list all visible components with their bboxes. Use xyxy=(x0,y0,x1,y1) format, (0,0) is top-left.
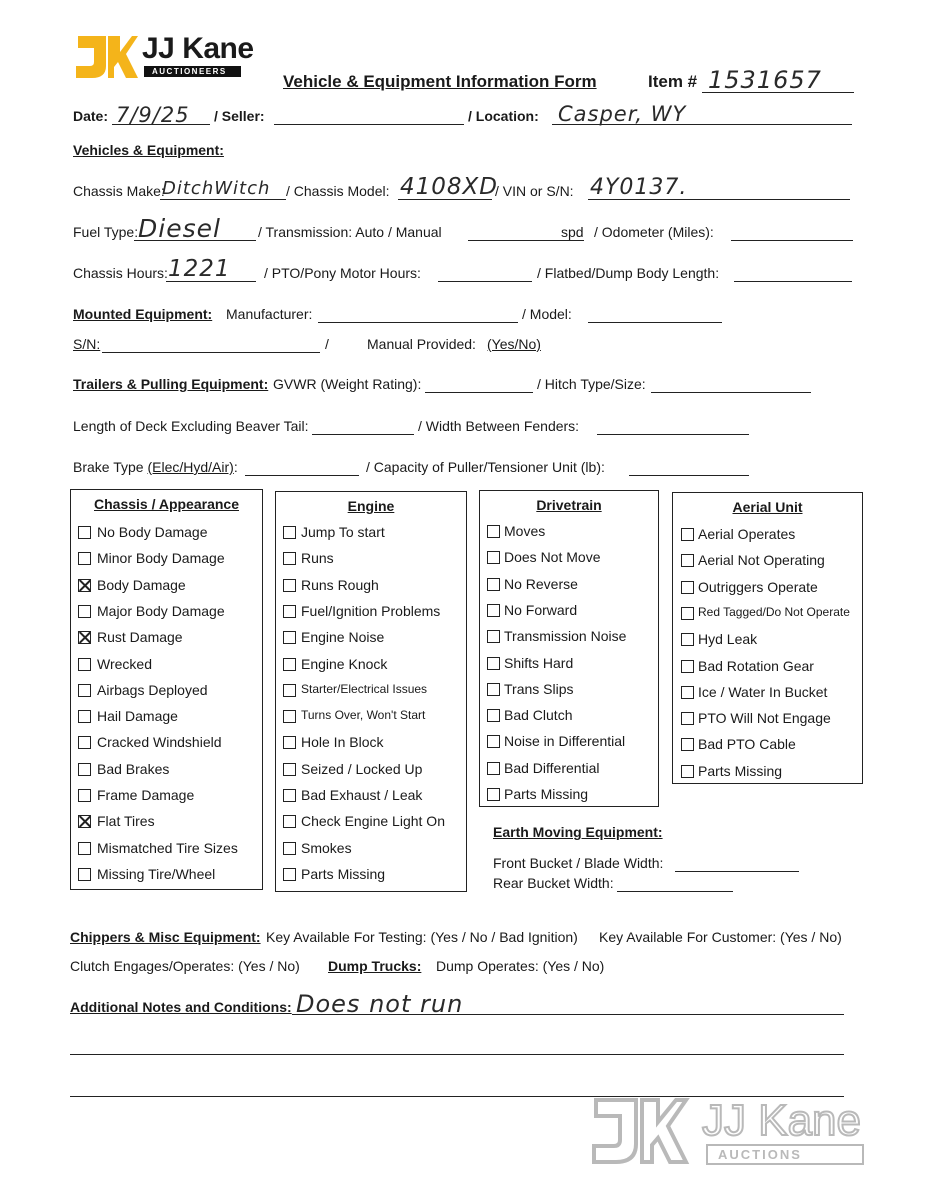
checkbox-hole-in-block[interactable] xyxy=(283,736,296,749)
checkbox-label-seized-locked-up: Seized / Locked Up xyxy=(301,760,423,777)
checkbox-bad-differential[interactable] xyxy=(487,762,500,775)
fuel-label: Fuel Type: xyxy=(73,224,139,240)
checkbox-label-shifts-hard: Shifts Hard xyxy=(504,654,574,671)
brake-label: Brake Type (Elec/Hyd/Air): xyxy=(73,459,238,475)
mounted-model-label: / Model: xyxy=(522,306,572,322)
item-label: Item # xyxy=(648,72,698,91)
checkbox-no-body-damage[interactable] xyxy=(78,526,91,539)
chassis-make-value: DitchWitch xyxy=(162,178,271,199)
checkbox-label-aerial-not-operating: Aerial Not Operating xyxy=(698,552,825,569)
checkbox-label-outriggers-operate: Outriggers Operate xyxy=(698,578,818,595)
key-customer-label: Key Available For Customer: (Yes / No) xyxy=(599,929,842,945)
checkbox-label-body-damage: Body Damage xyxy=(97,576,186,593)
checkbox-moves[interactable] xyxy=(487,525,500,538)
front-bucket-label: Front Bucket / Blade Width: xyxy=(493,855,664,871)
checkbox-ice-water-in-bucket[interactable] xyxy=(681,686,694,699)
checkbox-label-noise-in-differential: Noise in Differential xyxy=(504,733,626,750)
checkbox-bad-exhaust-leak[interactable] xyxy=(283,789,296,802)
checkbox-label-trans-slips: Trans Slips xyxy=(504,680,574,697)
rear-bucket-label: Rear Bucket Width: xyxy=(493,875,614,891)
odometer-label: / Odometer (Miles): xyxy=(594,224,714,240)
checkbox-outriggers-operate[interactable] xyxy=(681,581,694,594)
logo-tag: AUCTIONEERS xyxy=(144,66,241,77)
checkbox-label-aerial-operates: Aerial Operates xyxy=(698,526,796,542)
checkbox-runs[interactable] xyxy=(283,552,296,565)
checkbox-label-no-forward: No Forward xyxy=(504,601,578,618)
checkbox-smokes[interactable] xyxy=(283,842,296,855)
checkbox-minor-body-damage[interactable] xyxy=(78,552,91,565)
checkbox-label-runs: Runs xyxy=(301,550,334,567)
checkbox-hyd-leak[interactable] xyxy=(681,633,694,646)
checkbox-label-ice-water-in-bucket: Ice / Water In Bucket xyxy=(698,683,828,700)
checkbox-label-red-tagged-do-not-operate: Red Tagged/Do Not Operate xyxy=(698,604,850,619)
checkbox-label-check-engine-light-on: Check Engine Light On xyxy=(301,813,445,830)
mounted-section: Mounted Equipment: xyxy=(73,306,213,322)
checkbox-label-moves: Moves xyxy=(504,523,546,539)
checkbox-major-body-damage[interactable] xyxy=(78,605,91,618)
checkbox-flat-tires[interactable] xyxy=(78,815,91,828)
aerial-unit-title: Aerial Unit xyxy=(732,499,803,515)
engine-title: Engine xyxy=(347,498,395,514)
chassis-model-value: 4108XD xyxy=(400,174,498,200)
chassis-make-label: Chassis Make: xyxy=(73,183,165,199)
checkbox-label-smokes: Smokes xyxy=(301,839,352,856)
checkbox-label-bad-differential: Bad Differential xyxy=(504,759,600,776)
deck-label: Length of Deck Excluding Beaver Tail: xyxy=(73,418,309,434)
checkbox-label-airbags-deployed: Airbags Deployed xyxy=(97,681,208,698)
sn-label: S/N: xyxy=(73,336,101,352)
checkbox-label-bad-rotation-gear: Bad Rotation Gear xyxy=(698,657,814,674)
date-value: 7/9/25 xyxy=(116,103,190,127)
checkbox-label-rust-damage: Rust Damage xyxy=(97,629,183,646)
key-testing-label: Key Available For Testing: (Yes / No / Bad Ignition) xyxy=(266,929,578,945)
location-value: Casper, WY xyxy=(558,102,687,126)
checkbox-check-engine-light-on[interactable] xyxy=(283,815,296,828)
fenders-label: / Width Between Fenders: xyxy=(418,418,580,434)
checkbox-no-forward[interactable] xyxy=(487,604,500,617)
clutch-label: Clutch Engages/Operates: (Yes / No) xyxy=(70,958,300,974)
chassis-hours-value: 1221 xyxy=(168,256,231,282)
checkbox-mismatched-tire-sizes[interactable] xyxy=(78,842,91,855)
spd-label: spd xyxy=(561,224,584,240)
checkbox-label-hole-in-block: Hole In Block xyxy=(301,734,384,751)
checkbox-starter-electrical-issues[interactable] xyxy=(283,684,296,697)
checkbox-pto-will-not-engage[interactable] xyxy=(681,712,694,725)
checkbox-transmission-noise[interactable] xyxy=(487,630,500,643)
chippers-section: Chippers & Misc Equipment: xyxy=(70,929,261,945)
checkbox-aerial-not-operating[interactable] xyxy=(681,554,694,567)
checkbox-label-jump-to-start: Jump To start xyxy=(301,524,385,540)
checkbox-label-no-body-damage: No Body Damage xyxy=(97,524,208,540)
aerial-unit-box xyxy=(672,492,863,784)
checkbox-bad-pto-cable[interactable] xyxy=(681,738,694,751)
checkbox-engine-noise[interactable] xyxy=(283,631,296,644)
checkbox-label-fuel-ignition-problems: Fuel/Ignition Problems xyxy=(301,602,441,619)
earth-section: Earth Moving Equipment: xyxy=(493,824,663,840)
checkbox-label-parts-missing: Parts Missing xyxy=(698,762,783,779)
checkbox-seized-locked-up[interactable] xyxy=(283,763,296,776)
manual-label: Manual Provided: xyxy=(367,336,476,352)
chassis-appearance-title: Chassis / Appearance xyxy=(94,496,239,512)
checkbox-bad-rotation-gear[interactable] xyxy=(681,660,694,673)
checkbox-engine-knock[interactable] xyxy=(283,658,296,671)
checkbox-missing-tire-wheel[interactable] xyxy=(78,868,91,881)
checkbox-body-damage[interactable] xyxy=(78,579,91,592)
vin-value: 4Y0137. xyxy=(590,175,688,200)
vin-label: / VIN or S/N: xyxy=(495,183,574,199)
checkbox-bad-brakes[interactable] xyxy=(78,763,91,776)
checkbox-label-transmission-noise: Transmission Noise xyxy=(504,628,627,645)
checkbox-cracked-windshield[interactable] xyxy=(78,736,91,749)
flatbed-label: / Flatbed/Dump Body Length: xyxy=(537,265,720,281)
manual-options: (Yes/No) xyxy=(487,336,541,352)
checkbox-label-engine-knock: Engine Knock xyxy=(301,655,388,672)
checkbox-label-bad-clutch: Bad Clutch xyxy=(504,707,573,724)
checkbox-label-major-body-damage: Major Body Damage xyxy=(97,602,225,619)
checkbox-label-frame-damage: Frame Damage xyxy=(97,787,195,803)
checkbox-label-parts-missing: Parts Missing xyxy=(301,865,386,882)
watermark-name: JJ Kane xyxy=(702,1096,861,1145)
checkbox-label-minor-body-damage: Minor Body Damage xyxy=(97,550,225,567)
trailers-section: Trailers & Pulling Equipment: xyxy=(73,376,269,392)
checkbox-label-missing-tire-wheel: Missing Tire/Wheel xyxy=(97,865,216,882)
jk-logo-icon xyxy=(70,30,138,82)
transmission-label: / Transmission: Auto / Manual xyxy=(258,224,442,240)
drivetrain-box xyxy=(479,490,659,807)
checkbox-wrecked[interactable] xyxy=(78,658,91,671)
form-title: Vehicle & Equipment Information Form xyxy=(283,72,597,91)
notes-value: Does not run xyxy=(296,990,464,1018)
date-label: Date: xyxy=(73,108,109,124)
checkbox-label-runs-rough: Runs Rough xyxy=(301,576,379,593)
puller-label: / Capacity of Puller/Tensioner Unit (lb): xyxy=(366,459,605,475)
checkbox-aerial-operates[interactable] xyxy=(681,528,694,541)
checkbox-label-no-reverse: No Reverse xyxy=(504,575,578,592)
checkbox-label-pto-will-not-engage: PTO Will Not Engage xyxy=(698,710,831,727)
checkbox-label-turns-over-won-t-start: Turns Over, Won't Start xyxy=(301,708,426,723)
checkbox-label-bad-brakes: Bad Brakes xyxy=(97,760,170,777)
checkbox-frame-damage[interactable] xyxy=(78,789,91,802)
checkbox-label-mismatched-tire-sizes: Mismatched Tire Sizes xyxy=(97,839,238,856)
checkbox-runs-rough[interactable] xyxy=(283,579,296,592)
checkbox-does-not-move[interactable] xyxy=(487,551,500,564)
checkbox-parts-missing[interactable] xyxy=(283,868,296,881)
chassis-model-label: / Chassis Model: xyxy=(286,183,390,199)
checkbox-parts-missing[interactable] xyxy=(681,765,694,778)
checkbox-airbags-deployed[interactable] xyxy=(78,684,91,697)
engine-box xyxy=(275,491,467,892)
seller-label: / Seller: xyxy=(214,108,265,124)
checkbox-label-cracked-windshield: Cracked Windshield xyxy=(97,734,222,751)
checkbox-trans-slips[interactable] xyxy=(487,683,500,696)
checkbox-fuel-ignition-problems[interactable] xyxy=(283,605,296,618)
checkbox-noise-in-differential[interactable] xyxy=(487,735,500,748)
pto-hours-label: / PTO/Pony Motor Hours: xyxy=(264,265,421,281)
gvwr-label: GVWR (Weight Rating): xyxy=(273,376,422,392)
checkbox-label-parts-missing: Parts Missing xyxy=(504,786,589,802)
checkbox-label-bad-pto-cable: Bad PTO Cable xyxy=(698,736,796,753)
checkbox-label-bad-exhaust-leak: Bad Exhaust / Leak xyxy=(301,787,423,803)
chassis-hours-label: Chassis Hours: xyxy=(73,265,168,281)
checkbox-parts-missing[interactable] xyxy=(487,788,500,801)
checkbox-label-starter-electrical-issues: Starter/Electrical Issues xyxy=(301,681,428,696)
jjkane-watermark xyxy=(588,1094,898,1172)
checkbox-label-hyd-leak: Hyd Leak xyxy=(698,631,758,648)
checkbox-shifts-hard[interactable] xyxy=(487,657,500,670)
checkbox-rust-damage[interactable] xyxy=(78,631,91,644)
logo-name: JJ Kane xyxy=(142,32,254,65)
checkbox-turns-over-won-t-start[interactable] xyxy=(283,710,296,723)
checkbox-red-tagged-do-not-operate[interactable] xyxy=(681,607,694,620)
checkbox-label-flat-tires: Flat Tires xyxy=(97,813,155,830)
checkbox-hail-damage[interactable] xyxy=(78,710,91,723)
item-number: 1531657 xyxy=(708,66,822,94)
hitch-label: / Hitch Type/Size: xyxy=(537,376,646,392)
jjkane-logo xyxy=(70,30,270,85)
chassis-appearance-box xyxy=(70,489,263,890)
dump-section: Dump Trucks: xyxy=(328,958,422,974)
fuel-value: Diesel xyxy=(138,214,221,243)
checkbox-label-hail-damage: Hail Damage xyxy=(97,708,178,725)
checkbox-label-engine-noise: Engine Noise xyxy=(301,629,385,646)
checkbox-label-wrecked: Wrecked xyxy=(97,655,152,672)
notes-label: Additional Notes and Conditions: xyxy=(70,999,292,1015)
checkbox-bad-clutch[interactable] xyxy=(487,709,500,722)
checkbox-jump-to-start[interactable] xyxy=(283,526,296,539)
vehicles-section: Vehicles & Equipment: xyxy=(73,142,224,158)
dump-operates-label: Dump Operates: (Yes / No) xyxy=(436,958,605,974)
checkbox-label-does-not-move: Does Not Move xyxy=(504,549,601,566)
jk-watermark-icon xyxy=(588,1094,690,1170)
watermark-tag: AUCTIONS xyxy=(706,1144,864,1165)
drivetrain-title: Drivetrain xyxy=(536,497,602,513)
manufacturer-label: Manufacturer: xyxy=(226,306,313,322)
checkbox-no-reverse[interactable] xyxy=(487,578,500,591)
location-label: / Location: xyxy=(468,108,539,124)
